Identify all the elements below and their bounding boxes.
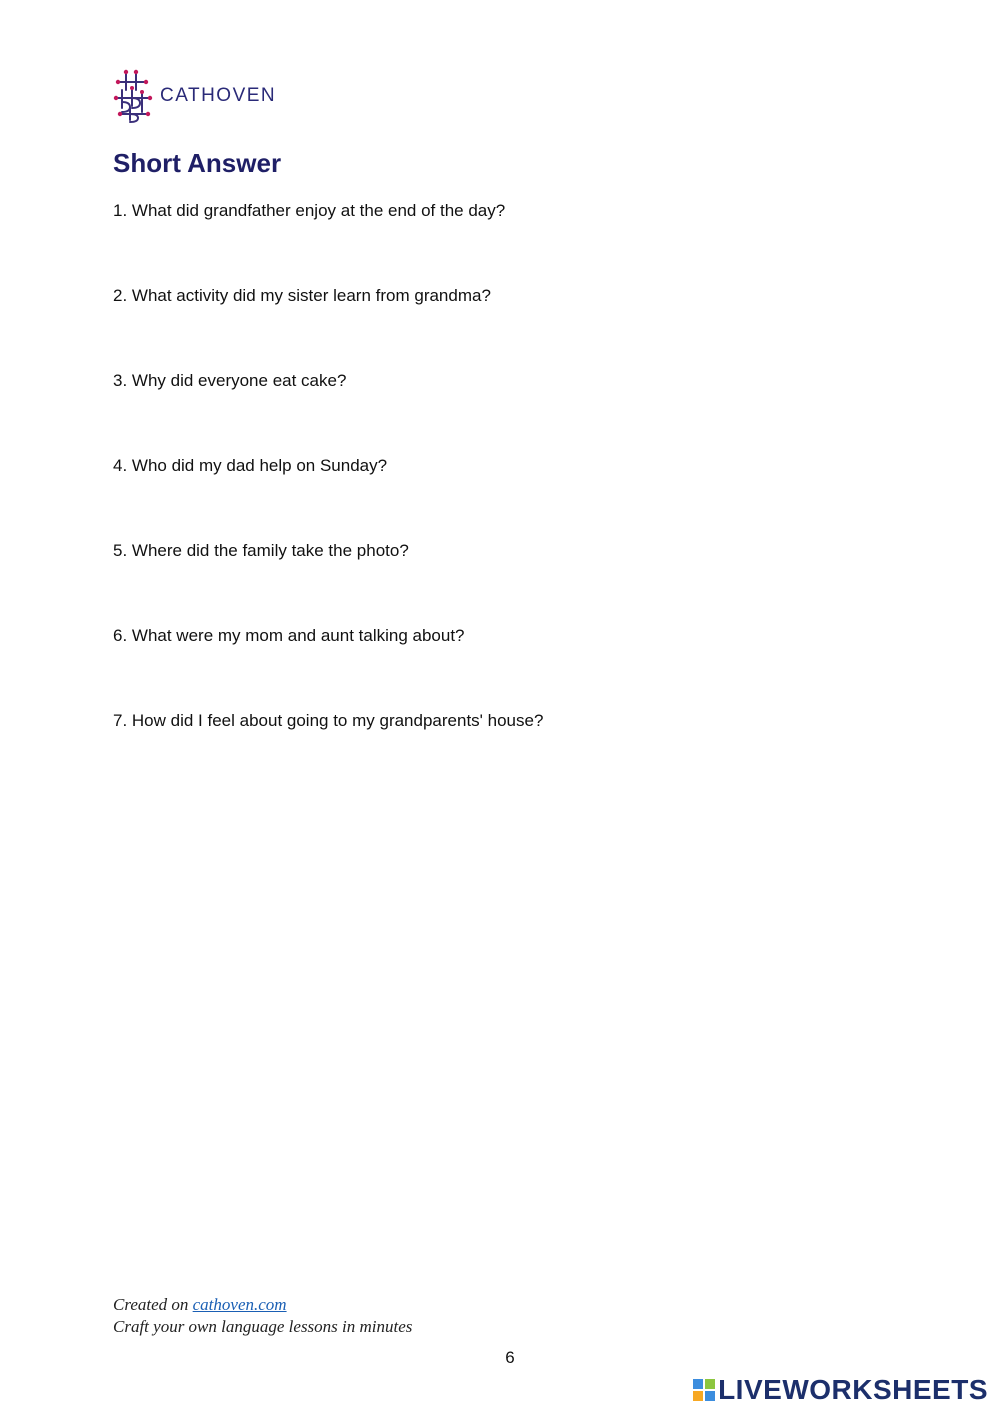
liveworksheets-wordmark: LIVEWORKSHEETS [718, 1374, 988, 1405]
page-number: 6 [505, 1348, 515, 1367]
question-item: 3. Why did everyone eat cake? [113, 371, 347, 390]
question-item: 6. What were my mom and aunt talking about? [113, 626, 465, 645]
cathoven-logo [112, 68, 276, 124]
cathoven-link[interactable]: cathoven.com [192, 1295, 287, 1314]
question-item: 4. Who did my dad help on Sunday? [113, 456, 388, 475]
cathoven-mark-icon [112, 68, 154, 124]
question-item: 2. What activity did my sister learn from grandma? [113, 286, 491, 305]
question-item: 7. How did I feel about going to my grandparents' house? [113, 711, 544, 730]
liveworksheets-watermark [693, 1374, 988, 1406]
footer [113, 1294, 412, 1338]
footer-created-line [113, 1294, 412, 1316]
footer-tagline: Craft your own language lessons in minutes [113, 1317, 413, 1336]
section-title: Short Answer [113, 148, 282, 178]
question-list [113, 200, 543, 795]
liveworksheets-squares-icon [693, 1379, 715, 1401]
question-item: 1. What did grandfather enjoy at the end of the day? [113, 201, 506, 220]
logo-wordmark: CATHOVEN [160, 85, 277, 106]
footer-created-prefix: Created on [113, 1295, 193, 1314]
question-item: 5. Where did the family take the photo? [113, 541, 409, 560]
